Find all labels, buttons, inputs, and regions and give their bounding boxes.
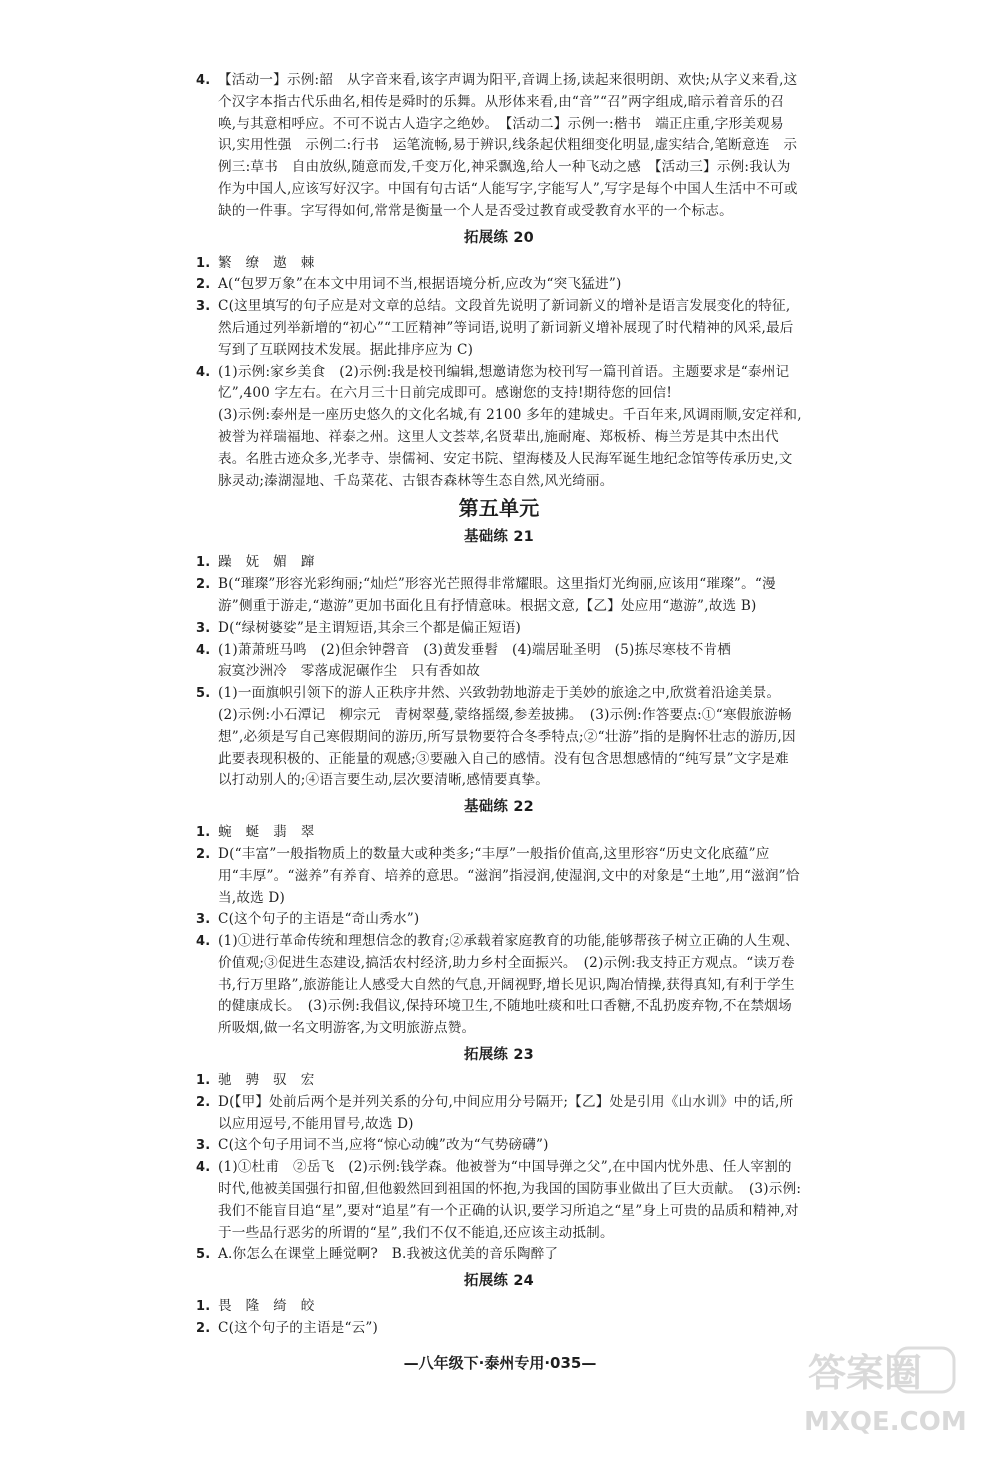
list-item	[196, 1318, 802, 1340]
item-text: (1)一面旗帜引领下的游人正秩序井然、兴致勃勃地游走于美妙的旅途之中,欣赏着沿途美景。 (2)示例:小石潭记 柳宗元 青树翠蔓,蒙络摇缀,参差披拂。 (3)示例:作答要点:①“寒假旅游畅想”,必须是写自己寒假期间的游历,所写景物要符合冬季特点;②“壮游”指的是胸怀壮志的游历,因此要表现积极的、正能量的观感;③要融入自己的感情。没有包含思想感情的“纯写景”文字是难以打动别人的;④语言要生动,层次要清晰,感情要真挚。	[218, 685, 796, 789]
item-continuation: (3)示例:泰州是一座历史悠久的文化名城,有 2100 多年的建城史。千百年来,风调雨顺,安定祥和,被誉为祥瑞福地、祥泰之州。这里人文荟萃,名贤辈出,施耐庵、郑板桥、梅兰芳是其中杰出代表。名胜古迹众多,光孝寺、崇儒祠、安定书院、望海楼及人民海军诞生地纪念馆等传承历史,文脉灵动;溱湖湿地、千岛菜花、古银杏森林等生态自然,风光绮丽。	[218, 407, 802, 489]
item-number: 1.	[196, 255, 211, 271]
section-24	[196, 1296, 802, 1340]
item-text: C(这里填写的句子应是对文章的总结。文段首先说明了新词新义的增补是语言发展变化的特征,然后通过列举新增的“初心”“工匠精神”等词语,说明了新词新义增补展现了时代精神的风采,最后写到了互联网技术发展。据此排序应为 C)	[218, 298, 794, 358]
item-text: C(这个句子用词不当,应将“惊心动魄”改为“气势磅礴”)	[218, 1137, 549, 1154]
item-text: C(这个句子的主语是“云”)	[218, 1320, 379, 1337]
list-item	[196, 296, 802, 361]
list-item	[196, 822, 802, 844]
list-item	[196, 1070, 802, 1092]
item-number: 1.	[196, 1299, 211, 1315]
item-number: 5.	[196, 686, 211, 702]
section-heading-22: 基础练 22	[464, 799, 534, 816]
watermark-top-text: 答案圈	[808, 1351, 923, 1395]
watermark-logo	[800, 1340, 970, 1440]
item-text: 躁 妩 媚 蹿	[218, 554, 315, 571]
item-text: D(“绿树婆娑”是主谓短语,其余三个都是偏正短语)	[218, 619, 522, 636]
item-number: 2.	[196, 1321, 211, 1337]
list-item	[196, 618, 802, 640]
item-continuation: 寂寞沙洲冷 零落成泥碾作尘 只有香如故	[218, 663, 481, 680]
list-item	[196, 362, 802, 406]
section-heading-23: 拓展练 23	[464, 1047, 534, 1064]
item-number: 1.	[196, 555, 211, 571]
item-text: (1)①进行革命传统和理想信念的教育;②承载着家庭教育的功能,能够帮孩子树立正确的人生观、价值观;③促进生态建设,搞活农村经济,助力乡村全面振兴。 (2)示例:我支持正方观点。“读万卷书,行万里路”,旅游能让人感受大自然的气息,开阔视野,增长见识,陶冶情操,获得真知,有利于学生的健康成长。 (3)示例:我倡议,保持环境卫生,不随地吐痰和吐口香糖,不乱扔废弃物,不在禁烟场所吸烟,做一名文明游客,为文明旅游点赞。	[218, 933, 799, 1037]
item-number: 5.	[196, 1247, 211, 1263]
item-text: 驰 骋 驭 宏	[218, 1072, 315, 1089]
list-item	[196, 552, 802, 574]
answer-column	[196, 70, 802, 1340]
item-number: 4.	[196, 642, 211, 658]
item-text: 繁 缭 遨 棘	[218, 254, 315, 271]
list-item	[196, 1092, 802, 1136]
watermark-bottom-text: MXQE.COM	[804, 1407, 967, 1437]
list-item	[196, 1296, 802, 1318]
item-number: 2.	[196, 277, 211, 293]
item-number: 1.	[196, 825, 211, 841]
item-text: 【活动一】示例:韶 从字音来看,该字声调为阳平,音调上扬,读起来很明朗、欢快;从字义来看,这个汉字本指古代乐曲名,相传是舜时的乐舞。从形体来看,由“音”“召”两字组成,暗示着音乐的召唤,与其意相呼应。不可不说古人造字之绝妙。 【活动二】示例一:楷书 端正庄重,字形美观易识,实用性强 示例二:行书 运笔流畅,易于辨识,线条起伏粗细变化明显,虚实结合,笔断意连 示例三:草书 自由放纵,随意而发,千变万化,神采飘逸,给人一种飞动之感 【活动三】示例:我认为作为中国人,应该写好汉字。中国有句古话“人能写字,字能写人”,写字是每个中国人生活中不可或缺的一件事。字写得如何,常常是衡量一个人是否受过教育或受教育水平的一个标志。	[218, 72, 798, 219]
section-heading-24: 拓展练 24	[464, 1273, 534, 1290]
item-text: D(【甲】处前后两个是并列关系的分句,中间应用分号隔开;【乙】处是引用《山水训》中的话,所以应用逗号,不能用冒号,故选 D)	[218, 1093, 794, 1132]
item-number: 2.	[196, 846, 211, 862]
unit-title: 第五单元	[458, 496, 540, 521]
item-text: D(“丰富”一般指物质上的数量大或种类多;“丰厚”一般指价值高,这里形容“历史文化底蕴”应用“丰厚”。“滋养”有养育、培养的意思。“滋润”指浸润,使湿润,文中的对象是“土地”,用“滋润”恰当,故选 D)	[218, 845, 800, 906]
section-20	[196, 253, 802, 493]
item-text: (1)示例:家乡美食 (2)示例:我是校刊编辑,想邀请您为校刊写一篇刊首语。主题要求是“泰州记忆”,400 字左右。在六月三十日前完成即可。感谢您的支持!期待您的回信!	[218, 363, 790, 402]
item-number: 4.	[196, 934, 211, 950]
item-text: 畏 隆 绮 皎	[218, 1298, 315, 1315]
section-top	[196, 70, 802, 223]
section-22	[196, 822, 802, 1040]
item-number: 2.	[196, 577, 211, 593]
page-footer: —八年级下·泰州专用·035—	[403, 1354, 597, 1372]
item-text: (1)①杜甫 ②岳飞 (2)示例:钱学森。他被誉为“中国导弹之父”,在中国内忧外患、任人宰割的时代,他被美国强行扣留,但他毅然回到祖国的怀抱,为我国的国防事业做出了巨大贡献。 (3)示例:我们不能盲目追“星”,要对“追星”有一个正确的认识,要学习所追之“星”身上可贵的品质和精神,对于一些品行恶劣的所谓的“星”,我们不仅不能追,还应该主动抵制。	[218, 1159, 802, 1241]
list-item	[196, 574, 802, 618]
list-item	[196, 1244, 802, 1266]
section-21	[196, 552, 802, 792]
item-number: 2.	[196, 1094, 211, 1110]
item-text: B(“璀璨”形容光彩绚丽;“灿烂”形容光芒照得非常耀眼。这里指灯光绚丽,应该用“璀璨”。“漫游”侧重于游走,“遨游”更加书面化且有抒情意味。根据文意,【乙】处应用“遨游”,故选 B)	[218, 576, 776, 614]
item-text: C(这个句子的主语是“奇山秀水”)	[218, 911, 420, 928]
list-item	[196, 274, 802, 296]
list-item	[196, 640, 802, 662]
item-text: A.你怎么在课堂上睡觉啊? B.我被这优美的音乐陶醉了	[218, 1246, 559, 1263]
list-item	[196, 1135, 802, 1157]
item-number: 3.	[196, 1138, 211, 1154]
item-text: A(“包罗万象”在本文中用词不当,根据语境分析,应改为“突飞猛进”)	[218, 276, 622, 293]
item-text: (1)萧萧班马鸣 (2)但余钟磬音 (3)黄发垂髫 (4)端居耻圣明 (5)拣尽寒枝不肯栖	[218, 641, 732, 658]
item-number: 3.	[196, 299, 211, 315]
item-text: 蜿 蜒 翡 翠	[218, 824, 315, 841]
item-number: 4.	[196, 364, 211, 380]
item-number: 3.	[196, 912, 211, 928]
section-heading-21: 基础练 21	[464, 529, 534, 546]
section-23	[196, 1070, 802, 1266]
item-number: 3.	[196, 620, 211, 636]
list-item	[196, 1157, 802, 1244]
item-number: 4.	[196, 73, 211, 88]
list-item	[196, 683, 802, 792]
list-item	[196, 844, 802, 909]
list-item	[196, 70, 802, 223]
section-heading-20: 拓展练 20	[464, 229, 534, 246]
list-item	[196, 931, 802, 1040]
item-number: 4.	[196, 1160, 211, 1176]
list-item	[196, 253, 802, 275]
item-number: 1.	[196, 1073, 211, 1089]
list-item	[196, 909, 802, 931]
